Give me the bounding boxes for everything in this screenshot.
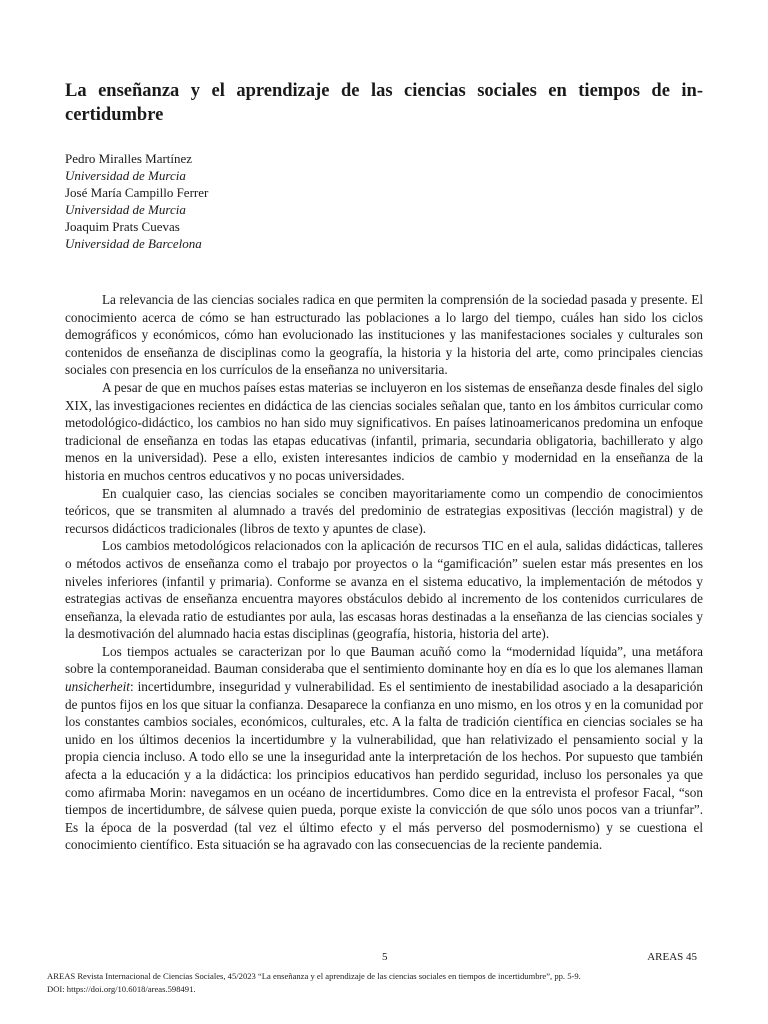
doi-line[interactable]: DOI: https://doi.org/10.6018/areas.598491.	[47, 984, 196, 994]
body-paragraph: En cualquier caso, las ciencias sociales se conciben mayoritariamente como un compendio de conocimientos teóricos, que se transmiten al alumnado a través del predominio de estrategias expositivas (lección magistral) y de recursos didácticos tradicionales (libros de texto y apuntes de clase).	[65, 485, 703, 536]
page-number: 5	[382, 951, 388, 963]
author-name: José María Campillo Ferrer	[65, 185, 209, 200]
body-paragraph	[65, 643, 703, 854]
paragraph-text: Los tiempos actuales se caracterizan por lo que Bauman acuñó como la “modernidad líquida”, una metáfora sobre la contemporaneidad. Bauman consideraba que el sentimiento dominante hoy en día es lo que los alemanes llaman	[65, 643, 703, 677]
author-affiliation: Universidad de Barcelona	[65, 236, 202, 251]
body-paragraph: La relevancia de las ciencias sociales radica en que permiten la comprensión de la sociedad pasada y presente. El conocimiento acerca de cómo se han estructurado las poblaciones a lo largo del tiempo, cuáles han sido los ciclos demográficos y económicos, cómo han evolucionado las instituciones y las manifestaciones sociales y culturales son contenidos de enseñanza de disciplinas como la geografía, la historia y la historia del arte, como principales ciencias sociales con presencia en los currículos de la enseñanza no universitaria.	[65, 292, 703, 378]
author-affiliation: Universidad de Murcia	[65, 168, 186, 183]
journal-tag: AREAS 45	[647, 951, 697, 963]
paragraph-text: : incertidumbre, inseguridad y vulnerabilidad. Es el sentimiento de inestabilidad asociado a la desaparición de puntos fijos en los que situar la confianza. Desaparece la confianza en uno mismo, en los otros y en la comunidad por los constantes cambios sociales, económicos, culturales, etc. A la falta de tradición científica en ciencias sociales se ha unido en los últimos decenios la incertidumbre y la vulnerabilidad, que han relativizado el pensamiento social y la propia ciencia incluso. A todo ello se une la inseguridad ante la interpretación de los hechos. Por supuesto que también afecta a la educación y a la didáctica: los principios educativos han perdido seguridad, incluso los personales ya que como afirmaba Morin: navegamos en un océano de incertidumbres. Como dice en la entrevista el profesor Facal, “son tiempos de incertidumbre, de sálvese quien pueda, porque existe la convicción de que sólo unos pocos van a triunfar”. Es la época de la posverdad (tal vez el último efecto y el más perverso del posmodernismo) y se cuestiona el conocimiento científico. Esta situación se ha agravado con las consecuencias de la reciente pandemia.	[65, 679, 703, 853]
citation-footer	[47, 970, 727, 996]
body-paragraph: Los cambios metodológicos relacionados con la aplicación de recursos TIC en el aula, salidas didácticas, talleres o métodos activos de enseñanza como el trabajo por proyectos o la “gamificación” suelen estar más presentes en los niveles inferiores (infantil y primaria). Conforme se avanza en el sistema educativo, la implementación de métodos y estrategias activas de enseñanza encuentra mayores obstáculos debido al incremento de los contenidos curriculares de enseñanza, la elevada ratio de estudiantes por aula, las escasas horas destinadas a la enseñanza de las ciencias sociales y la desmotivación del alumnado hacia estas disciplinas (geografía, historia, historia del arte).	[65, 538, 703, 642]
citation-line: AREAS Revista Internacional de Ciencias Sociales, 45/2023 “La enseñanza y el aprendizaje de las ciencias sociales en tiempos de incertidumbre”, pp. 5-9.	[47, 971, 581, 981]
author-affiliation: Universidad de Murcia	[65, 202, 186, 217]
body-paragraph: A pesar de que en muchos países estas materias se incluyeron en los sistemas de enseñanza desde finales del siglo XIX, las investigaciones recientes en didáctica de las ciencias sociales señalan que, tanto en los ámbitos curricular como metodológico-didáctico, los cambios no han sido muy significativos. En países latinoamericanos predomina un enfoque tradicional de enseñanza en todas las etapas educativas (infantil, primaria, secundaria obligatoria, bachillerato y algo menos en la universidad). Pese a ello, existen interesantes indicios de cambio y modernidad en la enseñanza de la historia en muchos centros educativos y no pocas universidades.	[65, 379, 703, 483]
article-body	[65, 291, 703, 854]
article-title: La enseñanza y el aprendizaje de las ciencias sociales en tiempos de incertidumbre	[65, 81, 703, 125]
foreign-term: unsicherheit	[65, 679, 130, 695]
author-name: Pedro Miralles Martínez	[65, 151, 193, 166]
author-name: Joaquim Prats Cuevas	[65, 219, 180, 234]
author-list	[65, 150, 465, 252]
